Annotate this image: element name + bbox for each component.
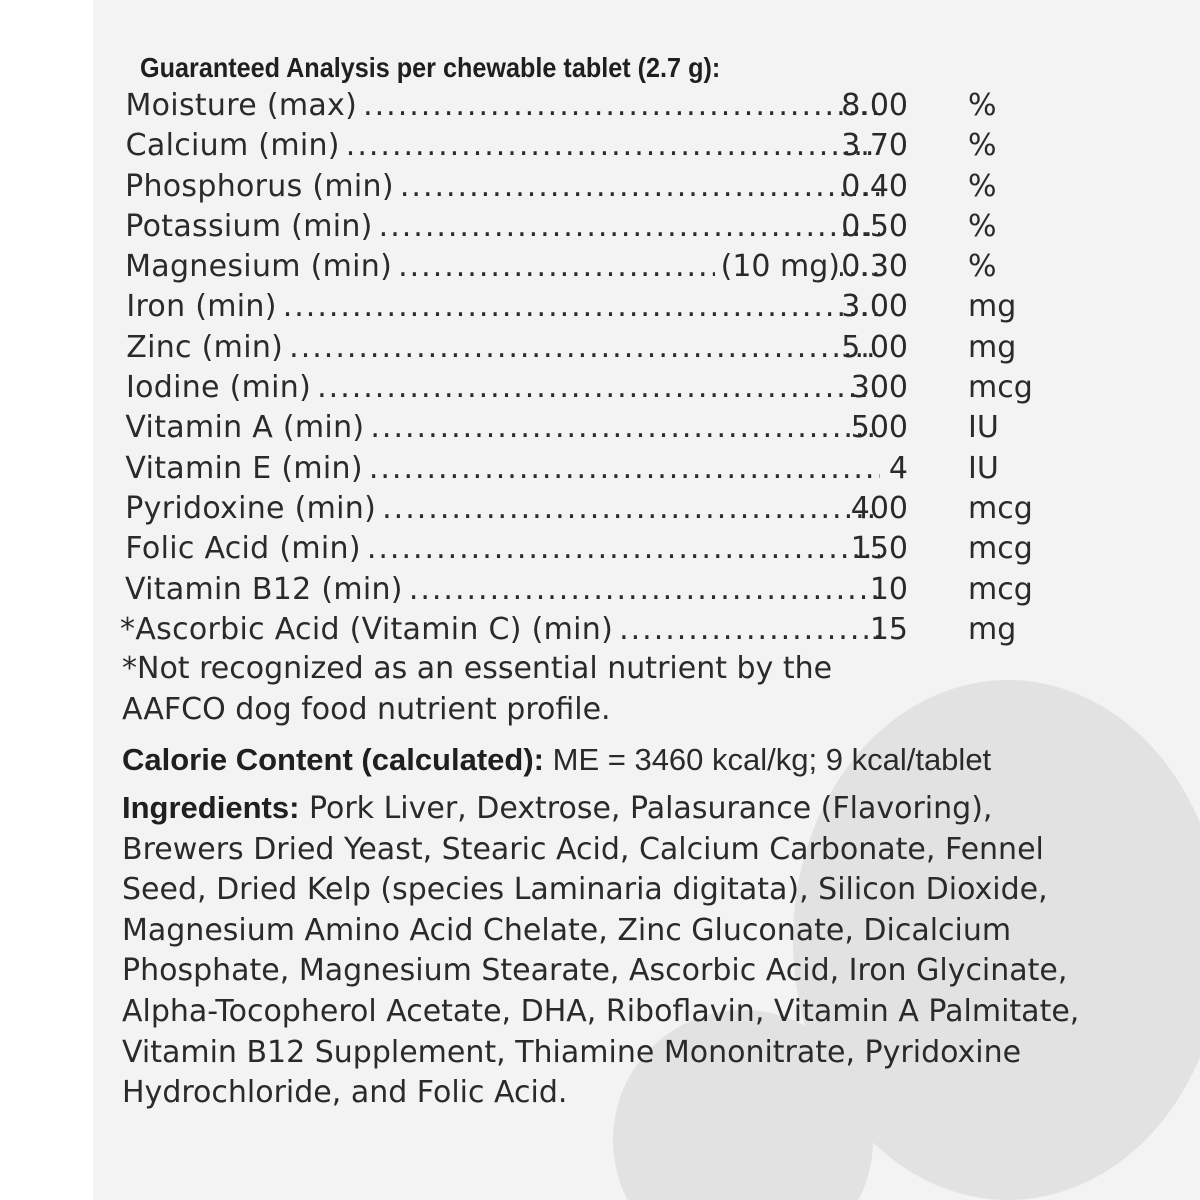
nutrient-unit: mcg [968,490,1033,526]
nutrient-name-cell [120,207,880,247]
dot-leader [376,489,880,529]
nutrient-amount: 4 [888,450,908,486]
nutrient-row [120,449,1040,489]
calorie-label: Calorie Content (calculated): [122,742,544,777]
nutrient-label: Folic Acid (min) [125,531,361,567]
nutrient-amount: 400 [850,490,908,526]
dot-leader [403,570,880,610]
nutrient-name-cell [120,449,880,489]
calorie-value: ME = 3460 kcal/kg; 9 kcal/tablet [552,742,992,777]
nutrient-name-cell [120,86,880,126]
dot-leader [394,167,880,207]
nutrient-name-cell [120,408,880,448]
dot-leader [364,408,880,448]
nutrient-unit: % [968,128,997,164]
nutrient-row [120,287,1040,327]
nutrient-row [120,126,1040,166]
nutrient-unit: % [968,168,997,204]
nutrient-label: Ascorbic Acid (Vitamin C) (min) [135,611,614,647]
nutrient-note: (10 mg) [715,247,840,287]
nutrient-name-cell [120,328,880,368]
nutrient-unit: % [968,88,997,123]
nutrient-row [120,529,1040,569]
dot-leader [373,207,880,247]
nutrient-label: Moisture (max) [125,88,358,123]
nutrient-row [120,86,1040,126]
nutrient-row [120,610,1040,650]
dot-leader [613,610,880,650]
ingredients-label: Ingredients: [122,790,300,825]
footnote-marker: * [120,611,136,647]
nutrient-amount: 300 [850,370,908,406]
nutrient-amount: 3.70 [841,128,908,164]
nutrient-row [120,247,1040,287]
nutrient-unit: IU [968,410,999,446]
nutrient-amount: 15 [869,611,908,647]
dot-leader [283,328,880,368]
nutrient-unit: mg [968,611,1017,647]
nutrient-unit: mg [968,289,1017,325]
nutrient-amount: 0.30 [841,249,908,285]
nutrient-label: Phosphorus (min) [125,168,394,204]
dot-leader [363,449,880,489]
nutrient-name-cell [120,287,880,327]
nutrient-unit: mg [968,329,1017,365]
nutrient-label: Calcium (min) [125,128,340,164]
nutrient-unit: % [968,208,997,244]
nutrient-unit: % [968,249,997,285]
nutrient-name-cell [120,126,880,166]
dot-leader [311,368,880,408]
nutrient-label: Vitamin B12 (min) [124,571,403,607]
nutrient-name-cell [120,167,880,207]
nutrient-name-cell [120,610,880,650]
nutrient-row [120,167,1040,207]
nutrient-label: Pyridoxine (min) [125,490,377,526]
nutrient-amount: 0.40 [841,168,908,204]
ingredients-paragraph [122,788,1082,1114]
nutrient-amount: 0.50 [841,208,908,244]
guaranteed-analysis-heading: Guaranteed Analysis per chewable tablet (2.7 g): [140,52,721,83]
nutrient-row [120,408,1040,448]
dot-leader [357,86,880,126]
nutrient-label: Vitamin E (min) [125,450,363,486]
nutrient-amount: 3.00 [841,289,908,325]
nutrient-amount: 150 [850,531,908,567]
nutrient-label: Potassium (min) [125,208,373,244]
nutrient-unit: mcg [968,531,1033,567]
nutrient-name-cell [120,529,880,569]
dot-leader [277,287,880,327]
calorie-content [122,740,991,780]
nutrient-amount: 8.00 [841,88,908,123]
nutrient-row [120,328,1040,368]
dot-leader [361,529,880,569]
nutrient-amount: 10 [869,571,908,607]
nutrient-label: Vitamin A (min) [125,410,365,446]
nutrient-name-cell [120,368,880,408]
nutrient-unit: mcg [968,571,1033,607]
nutrient-row [120,570,1040,610]
nutrient-label: Magnesium (min) [125,249,393,285]
nutrient-unit: IU [968,450,999,486]
nutrient-label: Iodine (min) [125,370,312,406]
nutrient-row [120,489,1040,529]
nutrient-name-cell [120,570,880,610]
nutrient-row [120,368,1040,408]
nutrient-name-cell [120,489,880,529]
nutrient-label: Iron (min) [126,289,277,325]
footnote: *Not recognized as an essential nutrient by the AAFCO dog food nutrient profile. [122,651,833,727]
ingredients-text: Pork Liver, Dextrose, Palasurance (Flavoring), Brewers Dried Yeast, Stearic Acid, Calcium Carbonate, Fennel Seed, Dried Kelp (species Laminaria digitata), Silicon Dioxide, Magnesium Amino Acid Chelate, Zinc Gluconate, Dicalcium Phosphate, Magnesium Stearate, Ascorbic Acid, Iron Glycinate, Alpha-Tocopherol Acetate, DHA, Riboflavin, Vitamin A Palmitate, Vitamin B12 Supplement, Thiamine Mononitrate, Pyridoxine Hydrochloride, and Folic Acid. [122,791,1080,1111]
nutrient-amount: 500 [850,410,908,446]
nutrient-label: Zinc (min) [126,329,284,365]
nutrient-table [120,86,1120,650]
nutrient-row [120,207,1040,247]
nutrient-unit: mcg [968,370,1033,406]
dot-leader [340,126,880,166]
nutrient-amount: 5.00 [841,329,908,365]
